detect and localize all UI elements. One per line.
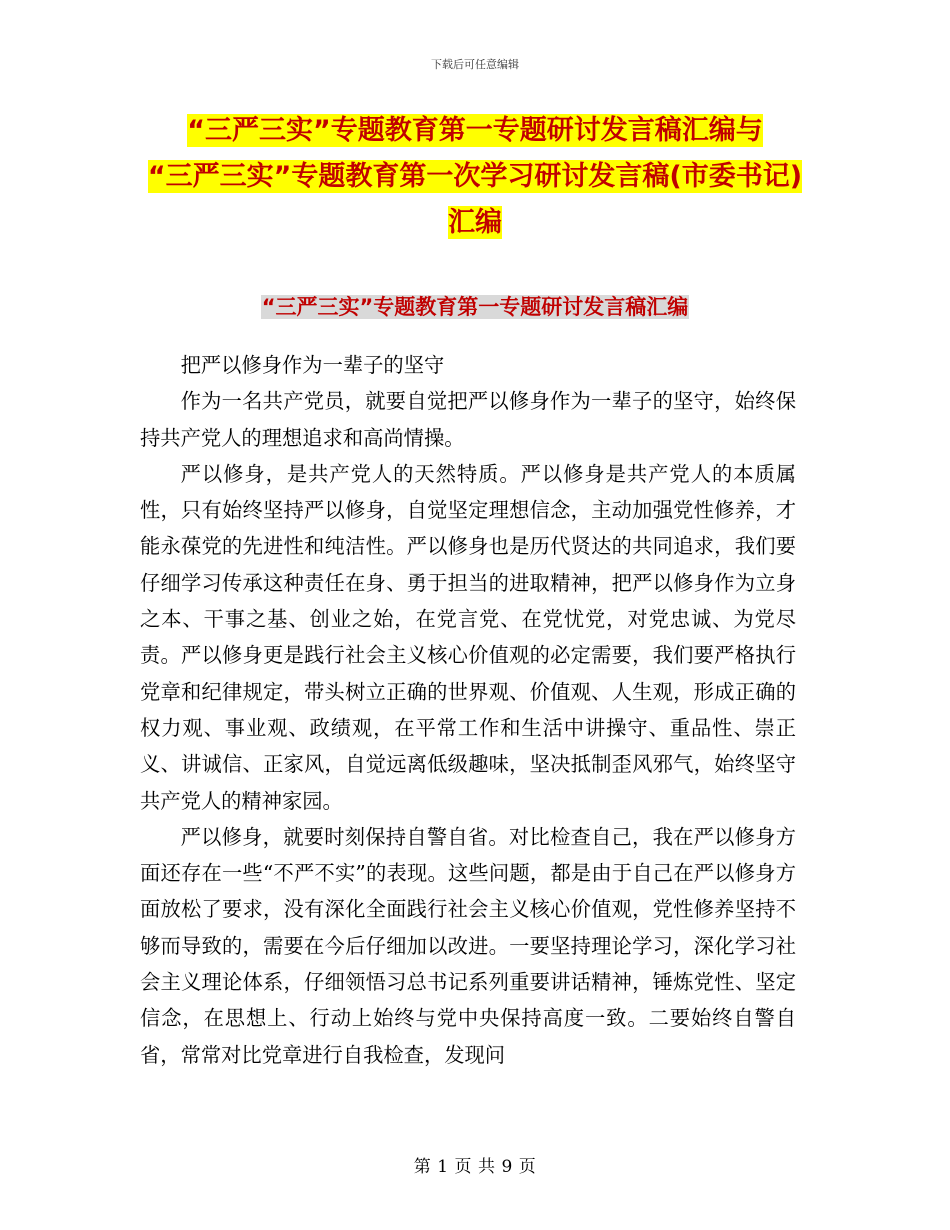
body-paragraph-2: 严以修身，是共产党人的天然特质。严以修身是共产党人的本质属性，只有始终坚持严以修身，自觉坚定理想信念，主动加强党性修养，才能永葆党的先进性和纯洁性。严以修身也是历代贤达的共同追求，我们要仔细学习传承这种责任在身、勇于担当的进取精神，把严以修身作为立身之本、干事之基、创业之始，在党言党、在党忧党，对党忠诚、为党尽责。严以修身更是践行社会主义核心价值观的必定需要，我们要严格执行党章和纪律规定，带头树立正确的世界观、价值观、人生观，形成正确的权力观、事业观、政绩观，在平常工作和生活中讲操守、重品性、崇正义、讲诚信、正家风，自觉远离低级趣味，坚决抵制歪风邪气，始终坚守共产党人的精神家园。 [140, 461, 796, 813]
footer-total-pages: 9 [501, 1157, 513, 1177]
footer-middle: 页 共 [454, 1157, 496, 1177]
footer-suffix: 页 [518, 1157, 537, 1177]
footer-prefix: 第 [413, 1157, 432, 1177]
footer-current-page: 1 [437, 1157, 449, 1177]
body-subtitle: 把严以修身作为一辈子的坚守 [180, 353, 445, 377]
body-paragraph-3: 严以修身，就要时刻保持自警自省。对比检查自己，我在严以修身方面还存在一些“不严不实”的表现。这些问题，都是由于自己在严以修身方面放松了要求，没有深化全面践行社会主义核心价值观，党性修养坚持不够而导致的，需要在今后仔细加以改进。一要坚持理论学习，深化学习社会主义理论体系，仔细领悟习总书记系列重要讲话精神，锤炼党性、坚定信念，在思想上、行动上始终与党中央保持高度一致。二要始终自警自省，常常对比党章进行自我检查，发现问 [140, 824, 796, 1067]
document-title-line-3: 汇编 [448, 207, 502, 238]
page-footer [0, 1152, 950, 1177]
document-title [140, 108, 810, 246]
document-title-line-1: “三严三实”专题教育第一专题研讨发言稿汇编与 [187, 115, 763, 146]
section-title [0, 291, 950, 323]
body-paragraph-1: 作为一名共产党员，就要自觉把严以修身作为一辈子的坚守，始终保持共产党人的理想追求和高尚情操。 [140, 389, 796, 450]
page-header: 下载后可任意编辑 [431, 58, 519, 71]
document-title-line-2: “三严三实”专题教育第一次学习研讨发言稿(市委书记) [147, 161, 803, 192]
document-body [140, 347, 796, 1073]
section-title-text: “三严三实”专题教育第一专题研讨发言稿汇编 [261, 295, 689, 319]
